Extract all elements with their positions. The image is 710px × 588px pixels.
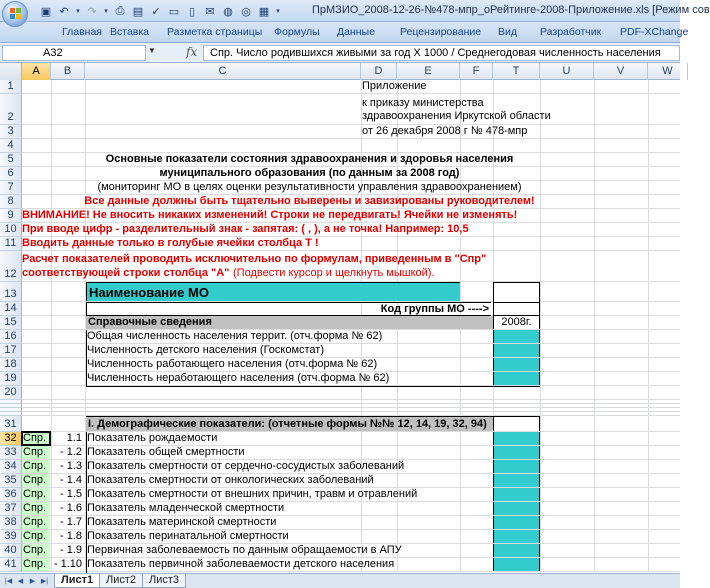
indicator-number: - 1.6 [59,502,82,514]
worksheet [0,63,680,573]
select-all-corner[interactable] [0,63,22,80]
ribbon-tab-bar [0,22,689,43]
indicator-label: Показатель рождаемости [87,432,218,444]
row-header-18[interactable]: 18 [0,358,22,372]
row-header-39[interactable]: 39 [0,530,22,544]
indicator-label: Показатель первичной заболеваемости детского населения [87,558,395,570]
population-nonworking-label: Численность неработающего населения (отч.форма № 62) [87,372,390,384]
column-header-t[interactable]: T [493,63,540,80]
column-header-v[interactable]: V [594,63,648,80]
office-logo-icon [10,8,21,20]
row-header-8[interactable]: 8 [0,195,22,209]
indicator-input[interactable] [493,474,540,487]
indicator-input[interactable] [493,544,540,557]
report-note: (мониторинг МО в целях оценки результативности управления здравоохранением) [97,181,522,193]
name-box-dropdown-icon[interactable]: ▼ [148,46,156,55]
row-header-20[interactable]: 20 [0,386,22,400]
hidden-rows-header [0,400,22,416]
mo-name-header: Наименование МО [86,282,460,301]
customize-qat-icon[interactable]: ▾ [276,8,280,15]
redo-icon[interactable]: ↷ [87,5,97,18]
report-title: Основные показатели состояния здравоохранения и здоровья населения [105,153,514,165]
year-header: 2008г. [493,316,540,329]
last-sheet-icon[interactable]: ▶| [40,578,49,585]
indicator-label: Показатель перинатальной смертности [87,530,289,542]
row-header-11[interactable]: 11 [0,237,22,251]
tab-review[interactable]: Рецензирование [400,26,482,38]
column-header-b[interactable]: B [51,63,85,80]
email-icon[interactable]: ✉ [205,5,215,18]
tab-insert[interactable]: Вставка [110,26,150,38]
row-header-16[interactable]: 16 [0,330,22,344]
row-header-40[interactable]: 40 [0,544,22,558]
row-header-38[interactable]: 38 [0,516,22,530]
undo-dropdown-icon[interactable]: ▾ [76,8,80,15]
row-header-12[interactable]: 12 [0,251,22,282]
row-header-36[interactable]: 36 [0,488,22,502]
insert-function-icon[interactable]: fx [186,45,198,59]
row-header-19[interactable]: 19 [0,372,22,386]
indicator-label: Первичная заболеваемость по данным обращаемости в АПУ [87,544,402,556]
population-working-input[interactable] [493,358,540,371]
tab-pdf-xchange[interactable]: PDF-XChange [620,26,689,38]
sheet-tab-1[interactable]: Лист1 [54,574,100,588]
population-total-input[interactable] [493,330,540,343]
report-subtitle: муниципального образования (по данным за 2008 год) [159,167,460,179]
print-preview-icon[interactable]: ⎙ [115,4,125,17]
indicator-number: - 1.4 [59,474,82,486]
indicator-left-border [86,432,87,582]
reference-header: Справочные сведения [86,316,493,329]
indicator-input[interactable] [493,488,540,501]
mo-box-right [493,282,540,302]
ref-formula-cell[interactable]: Спр. [22,502,50,515]
row-header-1[interactable]: 1 [0,80,22,94]
indicator-label: Показатель младенческой смертности [87,502,285,514]
ref-left-border [86,330,87,386]
mo-group-code-label: Код группы МО ----> [86,302,491,316]
tab-data[interactable]: Данные [337,26,375,38]
warning-formula-hint: (Подвести курсор и щелкнуть мышкой). [233,267,435,279]
population-children-label: Численность детского населения (Госкомстат) [87,344,325,356]
warning-input-cells: Вводить данные только в голубые ячейки столбца Т ! [22,237,319,249]
indicator-number: - 1.7 [59,516,82,528]
row-header-13[interactable]: 13 [0,282,22,302]
indicator-number: 1.1 [66,432,82,444]
indicator-input[interactable] [493,502,540,515]
ref-formula-cell-selected[interactable]: Спр. [22,432,50,445]
gridline [22,138,680,139]
row-header-15[interactable]: 15 [0,316,22,330]
column-header-u[interactable]: U [540,63,594,80]
column-header-e[interactable]: E [397,63,460,80]
tab-page-layout[interactable]: Разметка страницы [167,26,263,38]
new-icon[interactable]: ▯ [188,5,196,18]
row-header-41[interactable]: 41 [0,558,22,572]
indicator-label: Показатель смертности от внешних причин, травм и отравлений [87,488,418,500]
sheet-tab-bar [0,573,680,588]
next-sheet-icon[interactable]: ▶ [29,578,36,585]
formula-input[interactable]: Спр. Число родившихся живыми за год X 1000 / Среднегодовая численность населения [203,45,680,61]
preview-icon[interactable]: ◎ [241,5,251,18]
gridline [648,80,649,572]
row-header-6[interactable]: 6 [0,167,22,181]
form-icon[interactable]: ◍ [223,5,233,18]
ref-formula-cell[interactable]: Спр. [22,446,50,459]
hidden-rows-band [22,400,680,416]
indicator-input[interactable] [493,558,540,571]
column-header-a[interactable]: A [22,63,51,80]
indicator-input[interactable] [493,460,540,473]
mo-group-code-input[interactable] [493,302,540,316]
column-header-w[interactable]: W [648,63,688,80]
order-date: от 26 декабря 2008 г № 478-мпр [362,125,528,137]
ref-formula-cell[interactable]: Спр. [22,474,50,487]
row-header-10[interactable]: 10 [0,223,22,237]
ref-formula-cell[interactable]: Спр. [22,530,50,543]
first-sheet-icon[interactable]: |◀ [4,578,13,585]
tab-home[interactable]: Главная [62,26,102,38]
indicator-input[interactable] [493,530,540,543]
window-title: ПрМЗИО_2008-12-26-№478-мпр_оРейтинге-2008-Приложение.xls [Режим сов [312,4,710,16]
row-header-3[interactable]: 3 [0,125,22,139]
appendix-label: Приложение [362,80,427,92]
row-header-31[interactable]: 31 [0,416,22,432]
indicator-number: - 1.2 [59,446,82,458]
column-header-c[interactable]: C [85,63,361,80]
ref-formula-cell[interactable]: Спр. [22,544,50,557]
quick-access-toolbar [38,3,282,19]
row-header-37[interactable]: 37 [0,502,22,516]
open-icon[interactable]: ▭ [168,5,180,18]
column-header-d[interactable]: D [361,63,397,80]
quick-print-icon[interactable]: ▤ [132,5,144,18]
gridline [22,93,680,94]
warning-formula-line-1: Расчет показателей проводить исключительно по формулам, приведенным в "Спр" [22,253,487,265]
row-header-35[interactable]: 35 [0,474,22,488]
redo-dropdown-icon[interactable]: ▾ [104,8,108,15]
warning-verify: Все данные должны быть тщательно выверены и завизированы руководителем! [84,195,535,207]
population-children-input[interactable] [493,344,540,357]
row-header-32[interactable]: 32 [0,432,22,446]
row-header-17[interactable]: 17 [0,344,22,358]
ref-formula-cell[interactable]: Спр. [22,460,50,473]
indicator-number: - 1.5 [59,488,82,500]
column-header-f[interactable]: F [460,63,493,80]
undo-icon[interactable]: ↶ [59,5,69,18]
warning-formula-line-2: соответствующей строки столбца "А" [22,267,230,279]
indicator-number: - 1.9 [59,544,82,556]
warning-decimal-separator: При вводе цифр - разделительный знак - запятая: ( , ), а не точка! Например: 10,5 [22,223,469,235]
gridline [22,250,680,251]
sheet-tab-2[interactable]: Лист2 [99,574,143,588]
row-header-34[interactable]: 34 [0,460,22,474]
ref-formula-cell[interactable]: Спр. [22,516,50,529]
ref-formula-cell[interactable]: Спр. [22,488,50,501]
row-header-7[interactable]: 7 [0,181,22,195]
ref-bottom-border [86,386,540,387]
indicator-input[interactable] [493,432,540,445]
formula-bar [0,43,680,63]
row-header-9[interactable]: 9 [0,209,22,223]
indicator-number: - 1.8 [59,530,82,542]
gridline [22,124,680,125]
tab-view[interactable]: Вид [498,26,517,38]
indicator-label: Показатель материнской смертности [87,516,277,528]
order-line-2: здравоохранения Иркутской области [362,110,551,122]
name-box[interactable]: A32 [2,45,146,61]
indicator-input[interactable] [493,516,540,529]
spelling-icon[interactable]: ✓ [151,5,161,18]
warning-no-changes: ВНИМАНИЕ! Не вносить никаких изменений! Строки не передвигать! Ячейки не изменять! [22,209,518,221]
row-header-4[interactable]: 4 [0,139,22,153]
row-header-14[interactable]: 14 [0,302,22,316]
population-total-label: Общая численность населения террит. (отч.форма № 62) [87,330,383,342]
sheet-tab-3[interactable]: Лист3 [142,574,186,588]
tab-developer[interactable]: Разработчик [540,26,602,38]
row-header-2[interactable]: 2 [0,94,22,125]
gridline [22,571,680,572]
cell-grid [0,80,680,573]
column-headers [0,63,680,80]
row-header-33[interactable]: 33 [0,446,22,460]
row-header-5[interactable]: 5 [0,153,22,167]
order-line-1: к приказу министерства [362,97,484,109]
section-demographics-right [493,416,540,431]
population-working-label: Численность работающего населения (отч.форма № 62) [87,358,378,370]
title-bar [0,0,710,22]
indicator-input[interactable] [493,446,540,459]
office-button[interactable] [2,1,28,27]
sheet-icon[interactable]: ▦ [258,5,270,18]
prev-sheet-icon[interactable]: ◀ [17,578,24,585]
indicator-number: - 1.10 [53,558,82,570]
tab-formulas[interactable]: Формулы [274,26,320,38]
indicator-label: Показатель общей смертности [87,446,245,458]
indicator-number: - 1.3 [59,460,82,472]
population-nonworking-input[interactable] [493,372,540,385]
save-icon[interactable]: ▣ [40,5,52,18]
indicator-label: Показатель смертности от онкологических заболеваний [87,474,374,486]
indicator-label: Показатель смертности от сердечно-сосудистых заболеваний [87,460,405,472]
section-demographics-header: I. Демографические показатели: (отчетные формы №№ 12, 14, 19, 32, 94) [86,416,493,431]
ref-formula-cell[interactable]: Спр. [22,558,50,571]
